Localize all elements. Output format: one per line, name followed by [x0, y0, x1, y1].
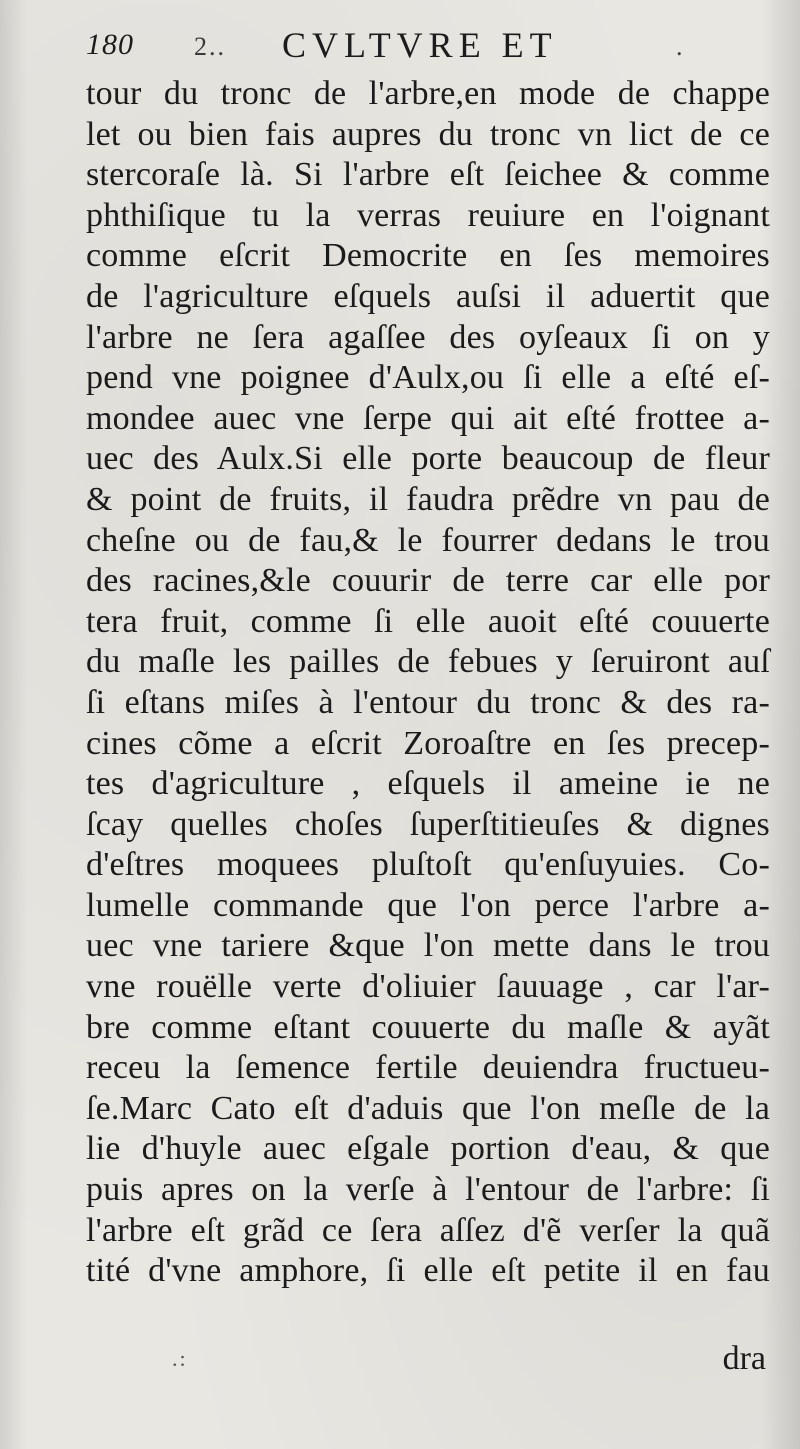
text-line: cines cõme a eſcrit Zoroaſtre en ſes precep- [86, 724, 770, 762]
text-line: let ou bien fais aupres du tronc vn lict de ce [86, 115, 770, 153]
text-line: tité d'vne amphore, ſi elle eſt petite il en fau [86, 1252, 770, 1290]
text-line: tera fruit, comme ſi elle auoit eſté couuerte [86, 602, 770, 640]
text-line: d'eſtres moquees pluſtoſt qu'enſuyuies. Co- [86, 846, 770, 884]
signature-mark: .: [172, 1346, 188, 1371]
text-line: des racines,&le couurir de terre car elle por [86, 562, 770, 600]
text-line: tour du tronc de l'arbre,en mode de chappe [86, 75, 770, 112]
text-line: l'arbre ne ſera agaſſee des oyſeaux ſi on y [86, 318, 770, 356]
text-line: vne rouëlle verte d'oliuier ſauuage , car l'ar- [86, 968, 770, 1006]
text-line: & point de fruits, il faudra prẽdre vn pau de [86, 480, 770, 518]
text-line: de l'agriculture eſquels auſsi il aduertit que [86, 277, 770, 315]
text-line: l'arbre eſt grãd ce ſera aſſez d'ẽ verſer la quã [86, 1211, 770, 1249]
page-footer [86, 1340, 770, 1384]
text-line: lumelle commande que l'on perce l'arbre a- [86, 886, 770, 924]
text-line: uec des Aulx.Si elle porte beaucoup de fleur [86, 440, 770, 478]
text-line: ſe.Marc Cato eſt d'aduis que l'on meſle de la [86, 1089, 770, 1127]
header-ornament-right: . [676, 32, 685, 61]
text-line: puis apres on la verſe à l'entour de l'arbre: ſi [86, 1171, 770, 1209]
text-line: mondee auec vne ſerpe qui ait eſté frottee a- [86, 399, 770, 437]
text-line: receu la ſemence fertile deuiendra fructueu- [86, 1049, 770, 1087]
body-text [86, 74, 770, 1292]
text-line: uec vne tariere &que l'on mette dans le trou [86, 927, 770, 965]
text-line: ſcay quelles choſes ſuperſtitieuſes & dignes [86, 805, 770, 843]
text-line: comme eſcrit Democrite en ſes memoires [86, 237, 770, 275]
text-line: cheſne ou de fau,& le fourrer dedans le trou [86, 521, 770, 559]
text-line: stercoraſe là. Si l'arbre eſt ſeichee & comme [86, 156, 770, 194]
page-header [86, 22, 776, 70]
header-ornament-left: 2.. [194, 32, 226, 61]
running-title: CVLTVRE ET [282, 25, 558, 65]
text-line: bre comme eſtant couuerte du maſle & ayãt [86, 1008, 770, 1046]
catchword: dra [722, 1340, 766, 1377]
text-line: phthiſique tu la verras reuiure en l'oignant [86, 196, 770, 234]
text-line: pend vne poignee d'Aulx,ou ſi elle a eſté eſ- [86, 359, 770, 397]
text-line: lie d'huyle auec eſgale portion d'eau, & que [86, 1130, 770, 1168]
text-line: tes d'agriculture , eſquels il ameine ie ne [86, 765, 770, 803]
text-line: du maſle les pailles de febues y ſeruiront auſ [86, 643, 770, 681]
text-line: ſi eſtans miſes à l'entour du tronc & des ra- [86, 683, 770, 721]
page-number: 180 [86, 28, 134, 61]
